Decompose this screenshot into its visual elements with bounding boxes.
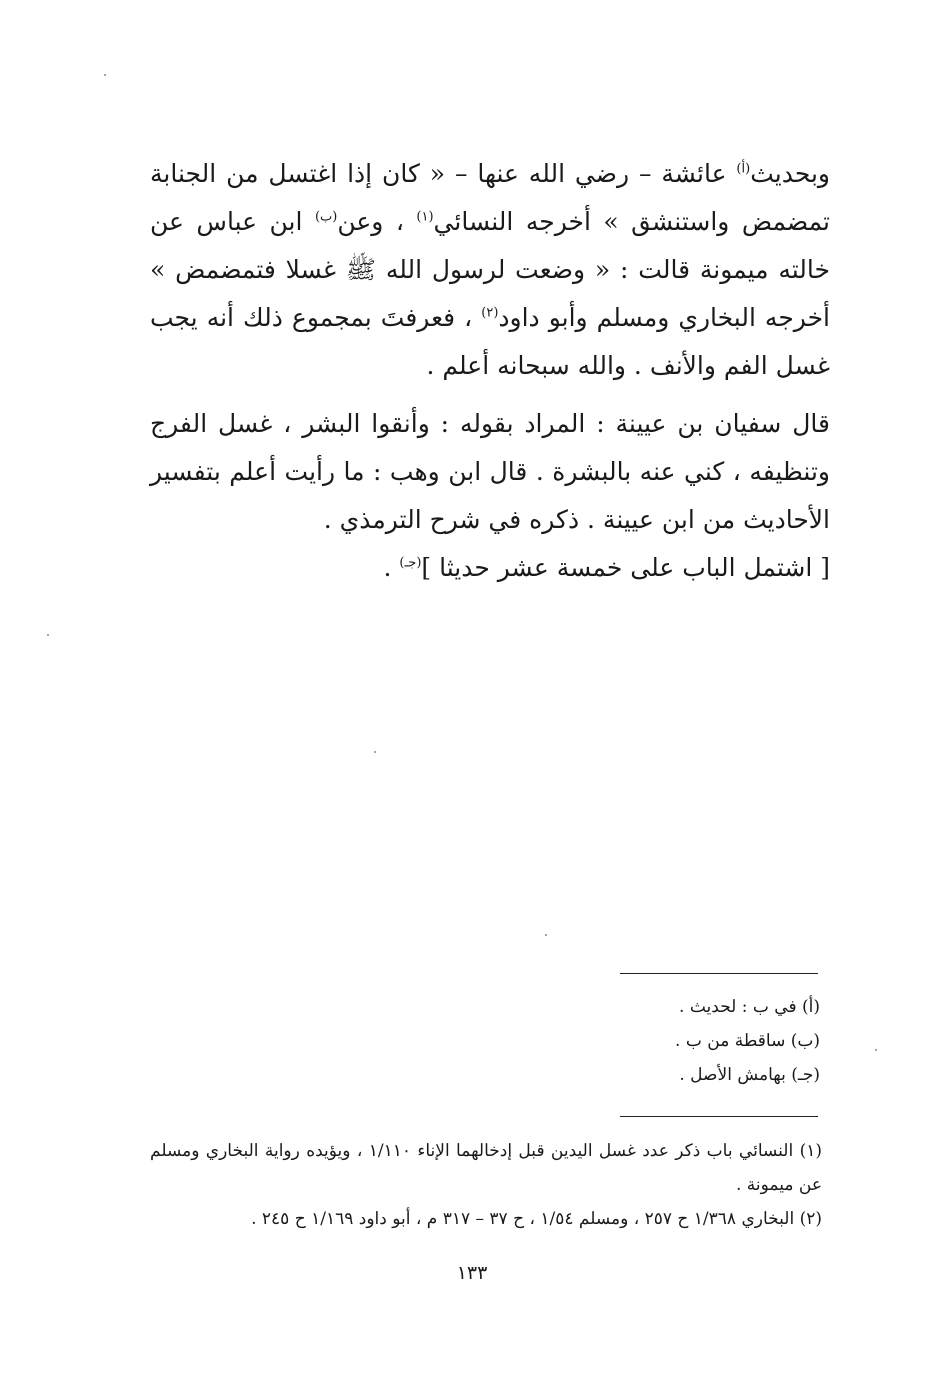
- text-segment: ، وعن: [337, 207, 417, 236]
- footnote-marker-1: (١): [416, 209, 434, 225]
- scan-speck: [374, 751, 376, 753]
- paragraph-hadith-aisha: [150, 150, 830, 390]
- scan-speck: [875, 1049, 877, 1051]
- text-segment: .: [383, 553, 400, 582]
- footnote-marker-2: (٢): [481, 305, 499, 321]
- footnote: (١) النسائي باب ذكر عدد غسل اليدين قبل إدخالهما الإناء ١/١١٠ ، ويؤيده رواية البخاري ومسلم عن ميمونة .: [150, 1141, 822, 1195]
- scan-speck: [47, 634, 49, 636]
- main-text: [150, 150, 830, 592]
- text-segment: عائشة – رضي الله عنها – « كان إذا اغتسل من الجنابة تمضمض واستنشق » أخرجه النسائي: [150, 159, 831, 236]
- footnotes: [150, 1134, 822, 1236]
- variant-note: (جـ) بهامش الأصل .: [679, 1065, 820, 1085]
- text-segment: [ اشتمل الباب على خمسة عشر حديثا ]: [421, 553, 830, 582]
- variant-marker-b: (ب): [314, 209, 338, 225]
- variants-divider: [620, 973, 818, 974]
- text-segment: ابن عباس عن خالته ميمونة قالت : « وضعت لرسول الله ﷺ غسلا فتمضمض » أخرجه البخاري ومسلم وأبو داود: [150, 207, 830, 332]
- scan-speck: [545, 934, 547, 936]
- variant-marker-a: (أ): [736, 161, 751, 177]
- footnotes-divider: [620, 1116, 818, 1117]
- text-segment: وبحديث: [750, 159, 830, 188]
- variant-note: (أ) في ب : لحديث .: [679, 997, 820, 1017]
- scan-speck: [104, 74, 106, 76]
- footnote: (٢) البخاري ١/٣٦٨ ح ٢٥٧ ، ومسلم ١/٥٤ ، ح ٣٧ – ٣١٧ م ، أبو داود ١/١٦٩ ح ٢٤٥ .: [251, 1209, 822, 1229]
- variant-notes: [500, 990, 820, 1092]
- variant-marker-c: (جـ): [399, 555, 422, 571]
- paragraph-chapter-summary: [150, 544, 830, 592]
- paragraph-sufyan: قال سفيان بن عيينة : المراد بقوله : وأنقوا البشر ، غسل الفرج وتنظيفه ، كني عنه بالبشرة . قال ابن وهب : ما رأيت أعلم بتفسير الأحاديث من ابن عيينة . ذكره في شرح الترمذي .: [150, 409, 830, 534]
- text-segment: ، فعرفتَ بمجموع ذلك أنه يجب غسل الفم والأنف . والله سبحانه أعلم .: [150, 303, 830, 380]
- page-number: ١٣٣: [456, 1262, 488, 1284]
- variant-note: (ب) ساقطة من ب .: [675, 1031, 820, 1051]
